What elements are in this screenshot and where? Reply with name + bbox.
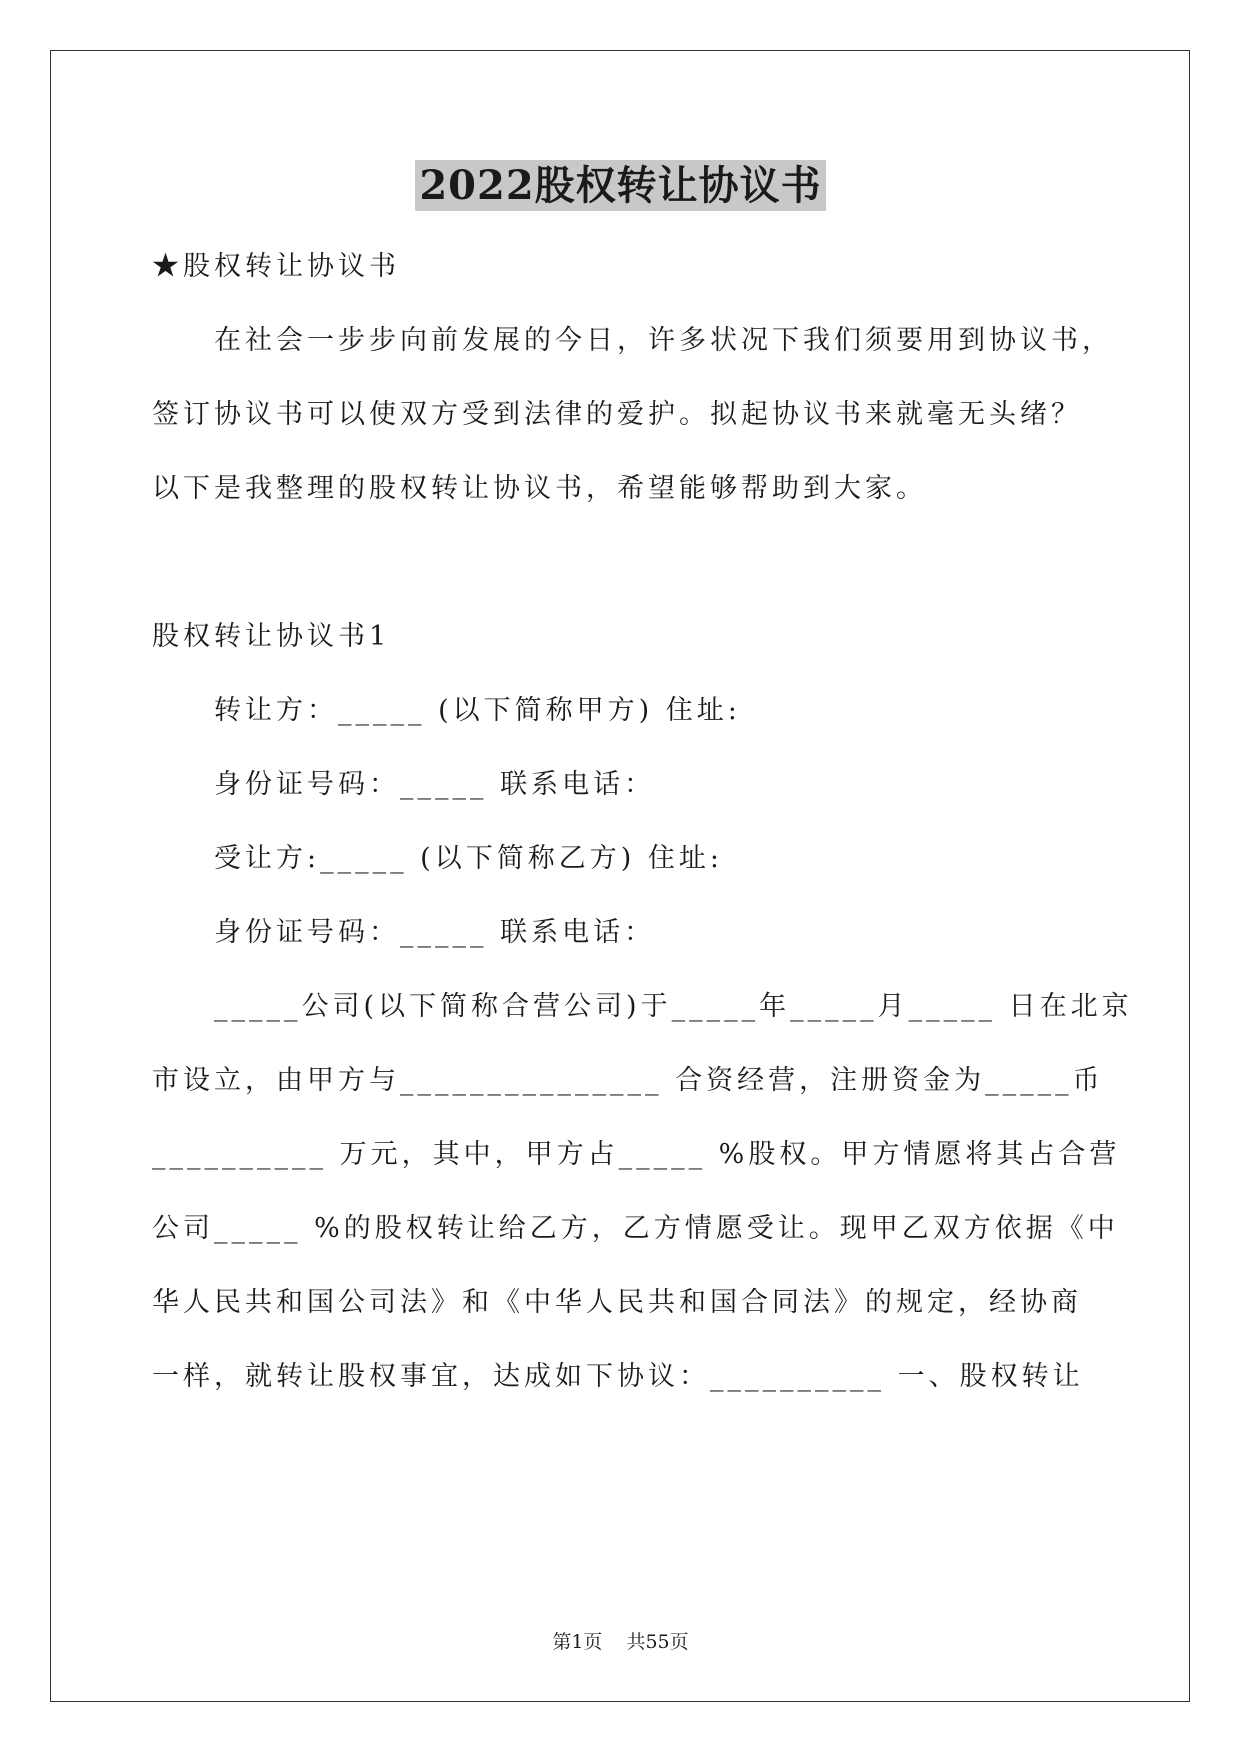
page-footer bbox=[0, 1627, 1241, 1654]
transferor-line: 转让方：_____ (以下简称甲方) 住址: bbox=[214, 695, 741, 726]
transferor-id-line: 身份证号码：_____ 联系电话： bbox=[214, 769, 656, 800]
intro-paragraph-line: 签订协议书可以使双方受到法律的爱护。拟起协议书来就毫无头绪？ bbox=[152, 399, 1082, 430]
page-border bbox=[50, 50, 1190, 1702]
body-paragraph-line: 华人民共和国公司法》和《中华人民共和国合同法》的规定，经协商 bbox=[152, 1287, 1082, 1318]
intro-heading: ★股权转让协议书 bbox=[152, 251, 400, 282]
transferee-line: 受让方:_____ (以下简称乙方) 住址: bbox=[214, 843, 723, 874]
document-title: 2022股权转让协议书 bbox=[415, 160, 825, 211]
body-paragraph-line: _____公司(以下简称合营公司)于_____年_____月_____ 日在北京 bbox=[214, 991, 1133, 1022]
intro-paragraph-line: 在社会一步步向前发展的今日，许多状况下我们须要用到协议书， bbox=[214, 325, 1113, 356]
body-paragraph-line: 市设立，由甲方与_______________ 合资经营，注册资金为_____币 bbox=[152, 1065, 1104, 1096]
body-paragraph-line: 公司_____ %的股权转让给乙方，乙方情愿受让。现甲乙双方依据《中 bbox=[152, 1213, 1119, 1244]
page-number: 第1页 bbox=[552, 1631, 603, 1653]
transferee-id-line: 身份证号码：_____ 联系电话： bbox=[214, 917, 656, 948]
document-title-wrap bbox=[0, 154, 1241, 211]
body-paragraph-line: __________ 万元，其中，甲方占_____ %股权。甲方情愿将其占合营 bbox=[152, 1139, 1121, 1170]
intro-paragraph-line: 以下是我整理的股权转让协议书，希望能够帮助到大家。 bbox=[152, 473, 927, 504]
body-paragraph-line: 一样，就转让股权事宜，达成如下协议：__________ 一、股权转让 bbox=[152, 1361, 1084, 1392]
page-total: 共55页 bbox=[626, 1631, 689, 1653]
section-heading: 股权转让协议书1 bbox=[152, 621, 391, 652]
